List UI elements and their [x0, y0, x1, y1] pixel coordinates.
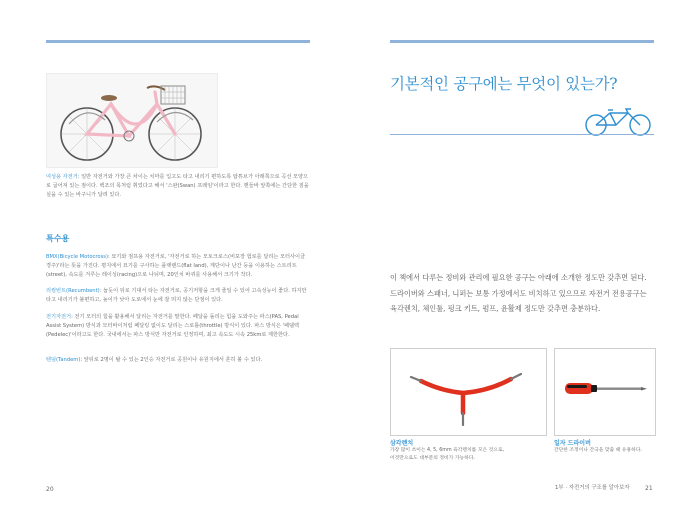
entry-tandem: [46, 356, 310, 365]
entry-term: 텐덤(Tandem): [46, 357, 81, 363]
entry-text: : 전기 모터의 힘을 활용해서 달리는 자전거를 말한다. 페달을 돌리는 힘을 도와주는 파스(PAS, Pedal Assist System) 방식과 모터바이처럼 페달링 없이도 달리는 스로틀(throttle) 방식이 있다. 파스 방식은 '페델렉(Pedelec)'이라고도 한다. 국내에서는 파스 방식만 자전거로 인정하며, 최고 속도도 시속 25km로 제한한다.: [46, 314, 300, 338]
left-top-rule: [46, 40, 310, 43]
body-line-2: 드라이버와 스패너, 니퍼는 보통 가정에서도 비치하고 있으므로 자전거 전용공구는: [390, 288, 647, 298]
right-page-number: 21: [645, 485, 653, 492]
tool-name-wrench: 삼각렌치: [390, 440, 414, 447]
tool-name-screwdriver: 일자 드라이버: [554, 440, 591, 447]
section-title: 특수용: [46, 234, 70, 243]
page-title: 기본적인 공구에는 무엇이 있는가?: [390, 75, 618, 93]
entry-term: 전기자전거: [46, 314, 72, 320]
screwdriver-photo: [554, 348, 656, 436]
bicycle-photo: [46, 73, 218, 168]
body-line-3: 육각렌치, 체인툴, 펑크 키트, 펌프, 윤활제 정도만 갖추면 충분하다.: [390, 304, 601, 313]
entry-recumbent: [46, 287, 310, 305]
entry-text: : 묘기와 점프용 자전거로, '자전거로 하는 모토크로스(비포장 험로를 달리는 모터사이클 경주)'라는 뜻을 가진다. 평지에서 묘기를 구사하는 플랫랜드(flat land), 계단이나 난간 등을 이용하는 스트리트(street), 속도를 겨루는 레이싱(racing)으로 나뉘며, 20인치 바퀴를 사용해서 크기가 작다.: [46, 254, 306, 278]
entry-text: : 앞뒤로 2명이 탈 수 있는 2인승 자전거로 공원이나 유원지에서 흔히 볼 수 있다.: [80, 357, 263, 363]
entry-term: BMX(Bicycle Motocross): [46, 254, 108, 260]
body-line-1: 이 책에서 다루는 정비와 관리에 필요한 공구는 아래에 소개한 정도만 갖추면 된다.: [390, 273, 647, 282]
intro-term: 여성용 자전거: [46, 174, 78, 180]
intro-text: : 일반 자전거와 가장 큰 차이는 치마를 입고도 타고 내리기 편하도록 탑튜브가 아래쪽으로 곡선 모양으로 굽어져 있는 점이다. 백조의 목처럼 휘었다고 해서 '스완(Swan) 프레임'이라고 한다. 핸들바 앞쪽에는 간단한 짐을 실을 수 있는 바구니가 달려 있다.: [46, 174, 309, 198]
entry-ebike: [46, 313, 310, 340]
running-footer: 1부 · 자전거의 구조를 알아보자: [555, 485, 630, 491]
right-top-rule: [390, 40, 654, 43]
bicycle-icon: [582, 108, 654, 136]
intro-paragraph: [46, 173, 310, 200]
y-hex-wrench-photo: [390, 348, 547, 436]
tool-desc-wrench-1: 가장 많이 쓰이는 4, 5, 6mm 육각렌치를 모은 것으로,: [390, 448, 505, 453]
tool-desc-wrench-2: 이것만으로도 대부분의 정비가 가능하다.: [390, 455, 475, 461]
entry-term: 리컴번트(Recumbent): [46, 288, 100, 294]
tool-desc-screwdriver-1: 간단한 조정이나 간극을 맞출 때 유용하다.: [554, 448, 642, 453]
left-page-number: 20: [46, 486, 54, 493]
title-underline: [390, 134, 654, 135]
entry-bmx: [46, 253, 310, 280]
entry-text: : 눕듯이 뒤로 기대서 타는 자전거로, 공기저항을 크게 줄일 수 있어 고속성능이 좋다. 하지만 타고 내리기가 불편하고, 높이가 낮아 도로에서 눈에 잘 띄지 않는 단점이 있다.: [46, 288, 307, 303]
